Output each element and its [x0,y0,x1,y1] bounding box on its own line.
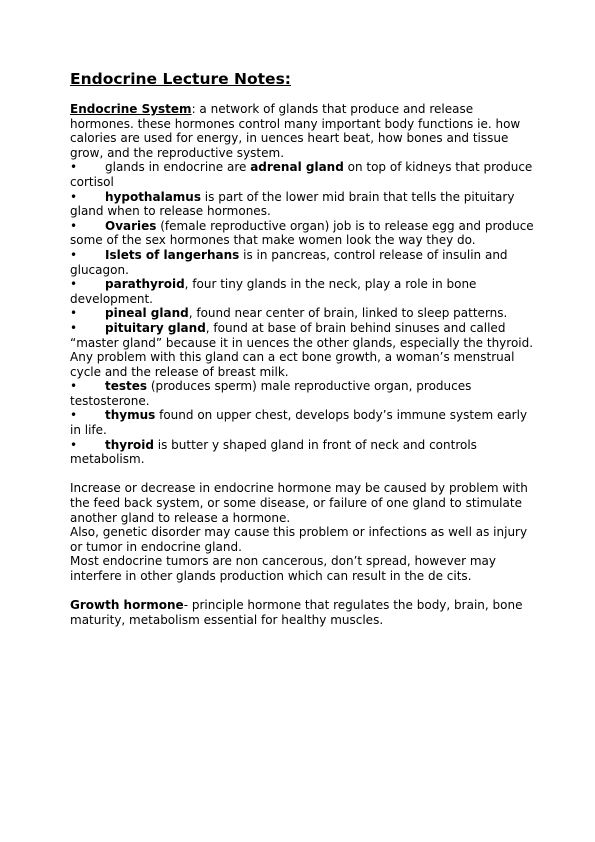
item-term: testes [105,379,148,394]
list-item [70,438,535,467]
list-item [70,160,535,189]
bullet-icon: • [70,408,78,423]
item-term: thymus [105,408,156,423]
item-text: is butter y shaped gland in front of neck and controls metabolism. [70,437,477,467]
list-item [70,277,535,306]
item-text: (produces sperm) male reproductive organ, produces testosterone. [70,379,472,408]
bullet-icon: • [70,306,78,321]
disorders-line: Increase or decrease in endocrine hormone may be caused by problem with the feed back system, or some disease, or failure of one gland to stimulate another gland to release a hormone. [70,481,528,525]
intro-term: Endocrine System [70,102,192,116]
list-item [70,408,535,437]
item-text: on top of kidneys that produce cortisol [70,160,533,189]
item-term: Islets of langerhans [105,247,240,262]
gland-list [70,160,535,466]
page-title: Endocrine Lecture Notes: [70,70,291,88]
item-term: pineal gland [105,306,189,321]
bullet-icon: • [70,437,78,452]
list-item [70,190,535,219]
list-item [70,379,535,408]
item-term: Ovaries [105,218,157,233]
list-item [70,306,535,321]
bullet-icon: • [70,379,78,394]
bullet-icon: • [70,320,78,335]
growth-term: Growth hormone [70,598,184,613]
intro-paragraph [70,102,535,160]
item-term: adrenal gland [250,160,344,175]
bullet-icon: • [70,189,78,204]
item-pre: glands in endocrine are [105,160,251,175]
growth-text: - principle hormone that regulates the body, brain, bone maturity, metabolism essential for healthy muscles. [70,598,523,627]
list-item [70,321,535,379]
item-term: parathyroid [105,277,185,292]
item-text: (female reproductive organ) job is to release egg and produce some of the sex hormones that make women look the way they do. [70,218,534,248]
bullet-icon: • [70,277,78,292]
item-text: is part of the lower mid brain that tells the pituitary gland when to release hormones. [70,189,515,219]
item-term: thyroid [105,437,154,452]
item-term: hypothalamus [105,189,201,204]
disorders-line: Most endocrine tumors are non cancerous, don’t spread, however may interfere in other glands production which can result in the de cits. [70,554,496,583]
item-term: pituitary gland [105,320,206,335]
item-text: is in pancreas, control release of insulin and glucagon. [70,247,508,277]
spacer [70,584,535,599]
item-text: , found near center of brain, linked to sleep patterns. [188,306,508,321]
list-item [70,219,535,248]
item-text: found on upper chest, develops body’s immune system early in life. [70,408,528,438]
spacer [70,467,535,482]
growth-hormone-paragraph [70,598,535,627]
list-item [70,248,535,277]
item-text: , four tiny glands in the neck, play a role in bone development. [70,277,477,306]
bullet-icon: • [70,247,78,262]
disorders-section [70,481,535,583]
bullet-icon: • [70,218,78,233]
intro-text: : a network of glands that produce and release hormones. these hormones control many important body functions ie. how calories are used for energy, in uences heart beat, how bones and tissue grow, and the reproductive system. [70,102,521,160]
item-text: , found at base of brain behind sinuses and called “master gland” because it in uences the other glands, especially the thyroid. Any problem with this gland can a ect bone growth, a woman’s menstrual cycle and the release of breast milk. [70,320,534,379]
disorders-line: Also, genetic disorder may cause this problem or infections as well as injury or tumor in endocrine gland. [70,525,528,554]
bullet-icon: • [70,160,78,175]
